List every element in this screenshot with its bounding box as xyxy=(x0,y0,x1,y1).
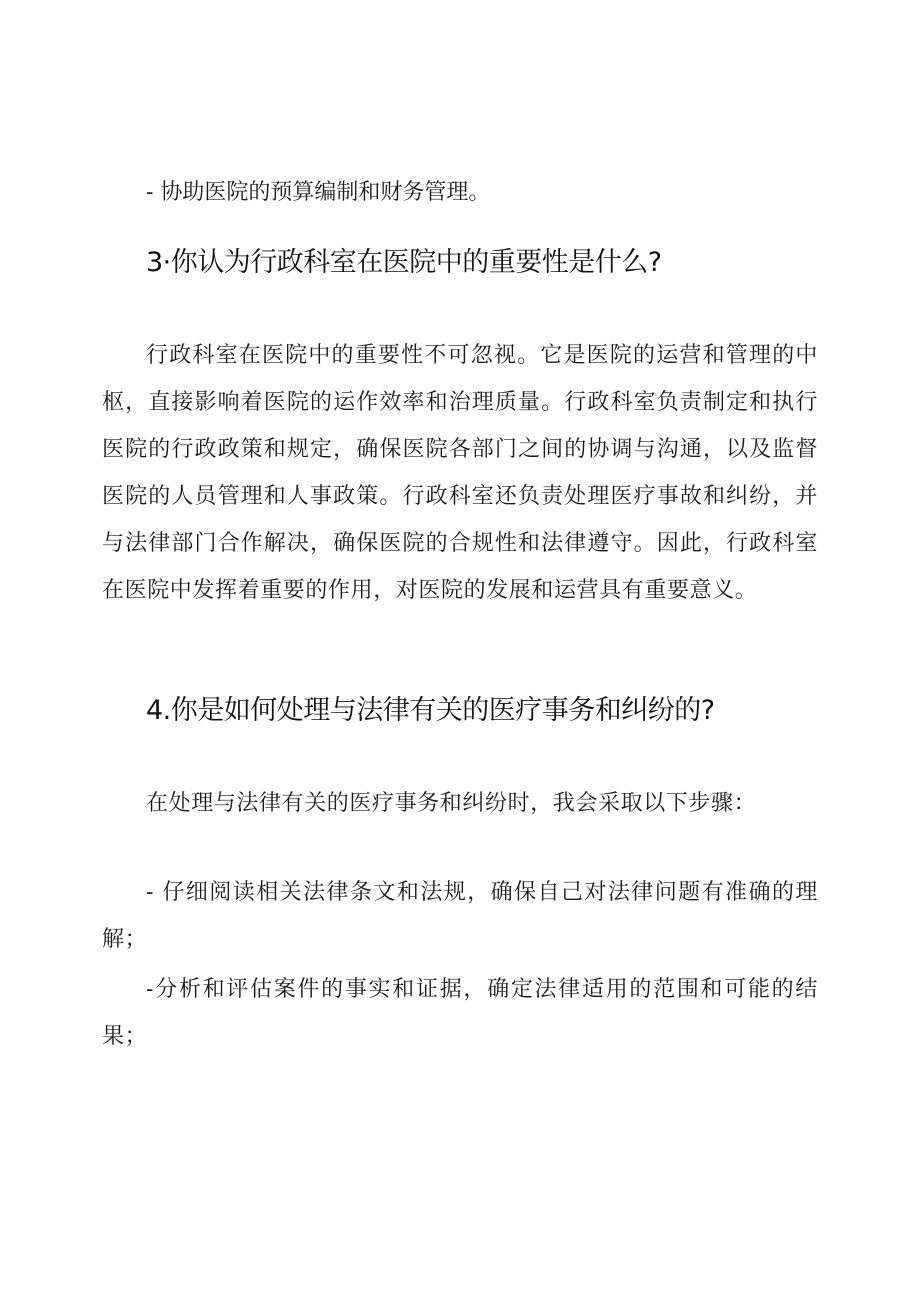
step-item-analyze-case: -分析和评估案件的事实和证据，确定法律适用的范围和可能的结果； xyxy=(102,977,818,1049)
step-item-read-laws: - 仔细阅读相关法律条文和法规，确保自己对法律问题有准确的理解； xyxy=(102,880,818,952)
question-4-intro: 在处理与法律有关的医疗事务和纠纷时，我会采取以下步骤： xyxy=(146,791,757,816)
question-3-heading: 3·你认为行政科室在医院中的重要性是什么? xyxy=(146,247,662,278)
question-3-answer: 行政科室在医院中的重要性不可忽视。它是医院的运营和管理的中枢，直接影响着医院的运作效率和治理质量。行政科室负责制定和执行医院的行政政策和规定，确保医院各部门之间的协调与沟通，以及监督医院的人员管理和人事政策。行政科室还负责处理医疗事故和纠纷，并与法律部门合作解决，确保医院的合规性和法律遵守。因此，行政科室在医院中发挥着重要的作用，对医院的发展和运营具有重要意义。 xyxy=(102,343,818,603)
question-4-heading: 4.你是如何处理与法律有关的医疗事务和纠纷的? xyxy=(146,695,715,726)
bullet-item-budget: - 协助医院的预算编制和财务管理。 xyxy=(146,180,491,205)
